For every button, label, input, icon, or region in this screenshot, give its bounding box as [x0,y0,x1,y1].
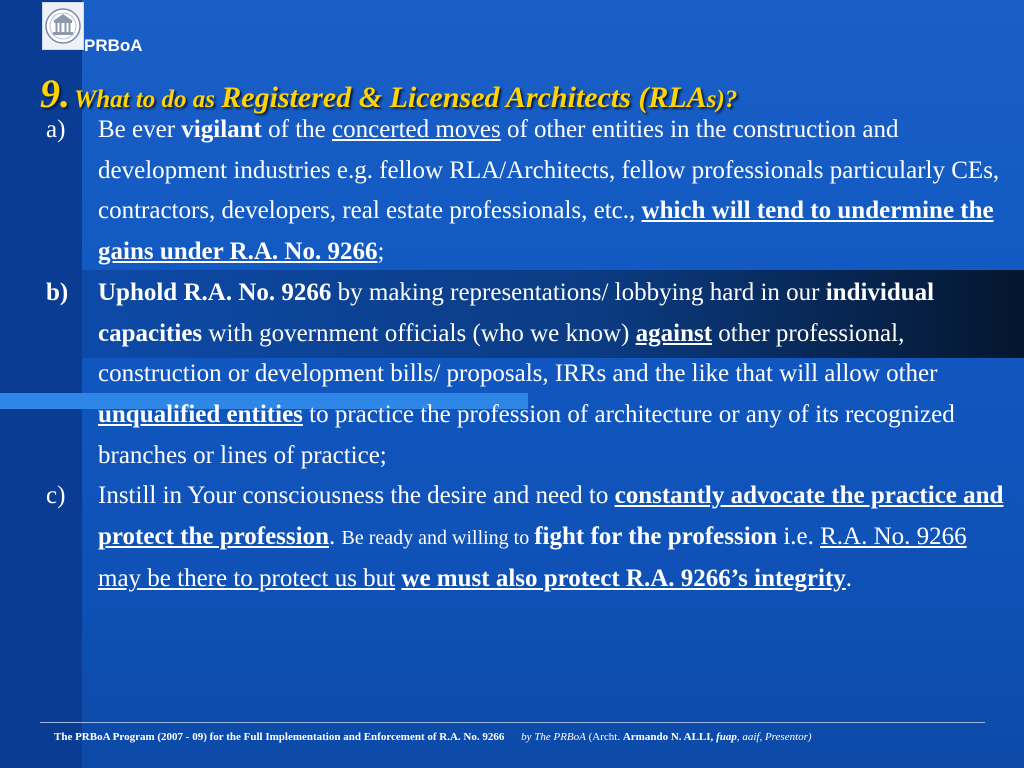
text-segment: . [329,523,342,551]
text-segment: of other entities in the construction and development industries e.g. fellow RLA/Architects, fellow professionals particularly CEs, contractors, developers, real estate professionals, etc., [98,116,1000,225]
text-segment: Uphold R.A. No. 9266 [98,278,332,306]
footer-program-text: The PRBoA Program (2007 - 09) for the Full Implementation and Enforcement of R.A. No. 9266 [54,731,505,743]
text-segment: concerted moves [332,116,501,143]
item-text [98,110,1006,273]
slide-body [46,110,1006,599]
text-segment: . [845,564,853,592]
list-item-c [46,476,1006,599]
slide-footer [54,731,812,743]
text-segment: we must also protect R.A. 9266’s integrity [401,564,846,592]
text-segment: vigilant [181,116,262,143]
footer-presenter-name: Armando N. ALLI, [622,731,714,743]
text-segment: fight for the profession [534,523,778,551]
text-segment: unqualified entities [98,400,303,428]
title-main: Registered & Licensed Architects (RLA [221,81,707,114]
footer-fuap: fuap [713,731,737,743]
text-segment: Be ever [98,116,182,143]
text-segment: Be ready and willing to [341,527,535,550]
footer-divider [40,722,985,723]
text-segment: individual capacities [98,278,935,347]
list-item-b [46,273,1006,477]
item-label: a) [46,116,66,143]
text-segment: other professional, construction or development bills/ proposals, IRRs and the like that will allow other [98,319,938,388]
item-label: c) [46,482,66,510]
title-number: 9. [40,71,70,116]
text-segment: Instill in Your consciousness the desire and need to [98,482,615,510]
text-segment: constantly advocate the practice and protect the profession [98,482,1004,551]
text-segment: of the [261,116,332,143]
text-segment: by making representations/ lobbying hard in our [331,278,826,306]
prboa-seal-icon [42,2,84,50]
item-label: b) [46,278,69,306]
footer-by: by The PRBoA [521,731,586,743]
item-text [98,273,1006,477]
brand-name: PRBoA [84,36,143,55]
item-text [98,476,1006,599]
title-lead: What to do as [74,86,222,113]
title-tail: s)? [706,86,738,113]
text-segment: against [635,319,713,347]
footer-presenter-open: (Archt. [585,731,623,743]
text-segment: to practice the profession of architecture or any of its recognized branches or lines of practice; [98,400,955,469]
text-segment: ; [377,238,385,266]
list-item-a [46,110,1006,273]
text-segment: which will tend to undermine the gains under R.A. No. 9266 [98,197,994,266]
text-segment: i.e. [777,523,821,551]
text-segment: R.A. No. 9266 may be there to protect us but [98,523,967,592]
text-segment: with government officials (who we know) [202,319,636,347]
footer-presenter-rest: , aaif, Presentor) [736,731,812,743]
